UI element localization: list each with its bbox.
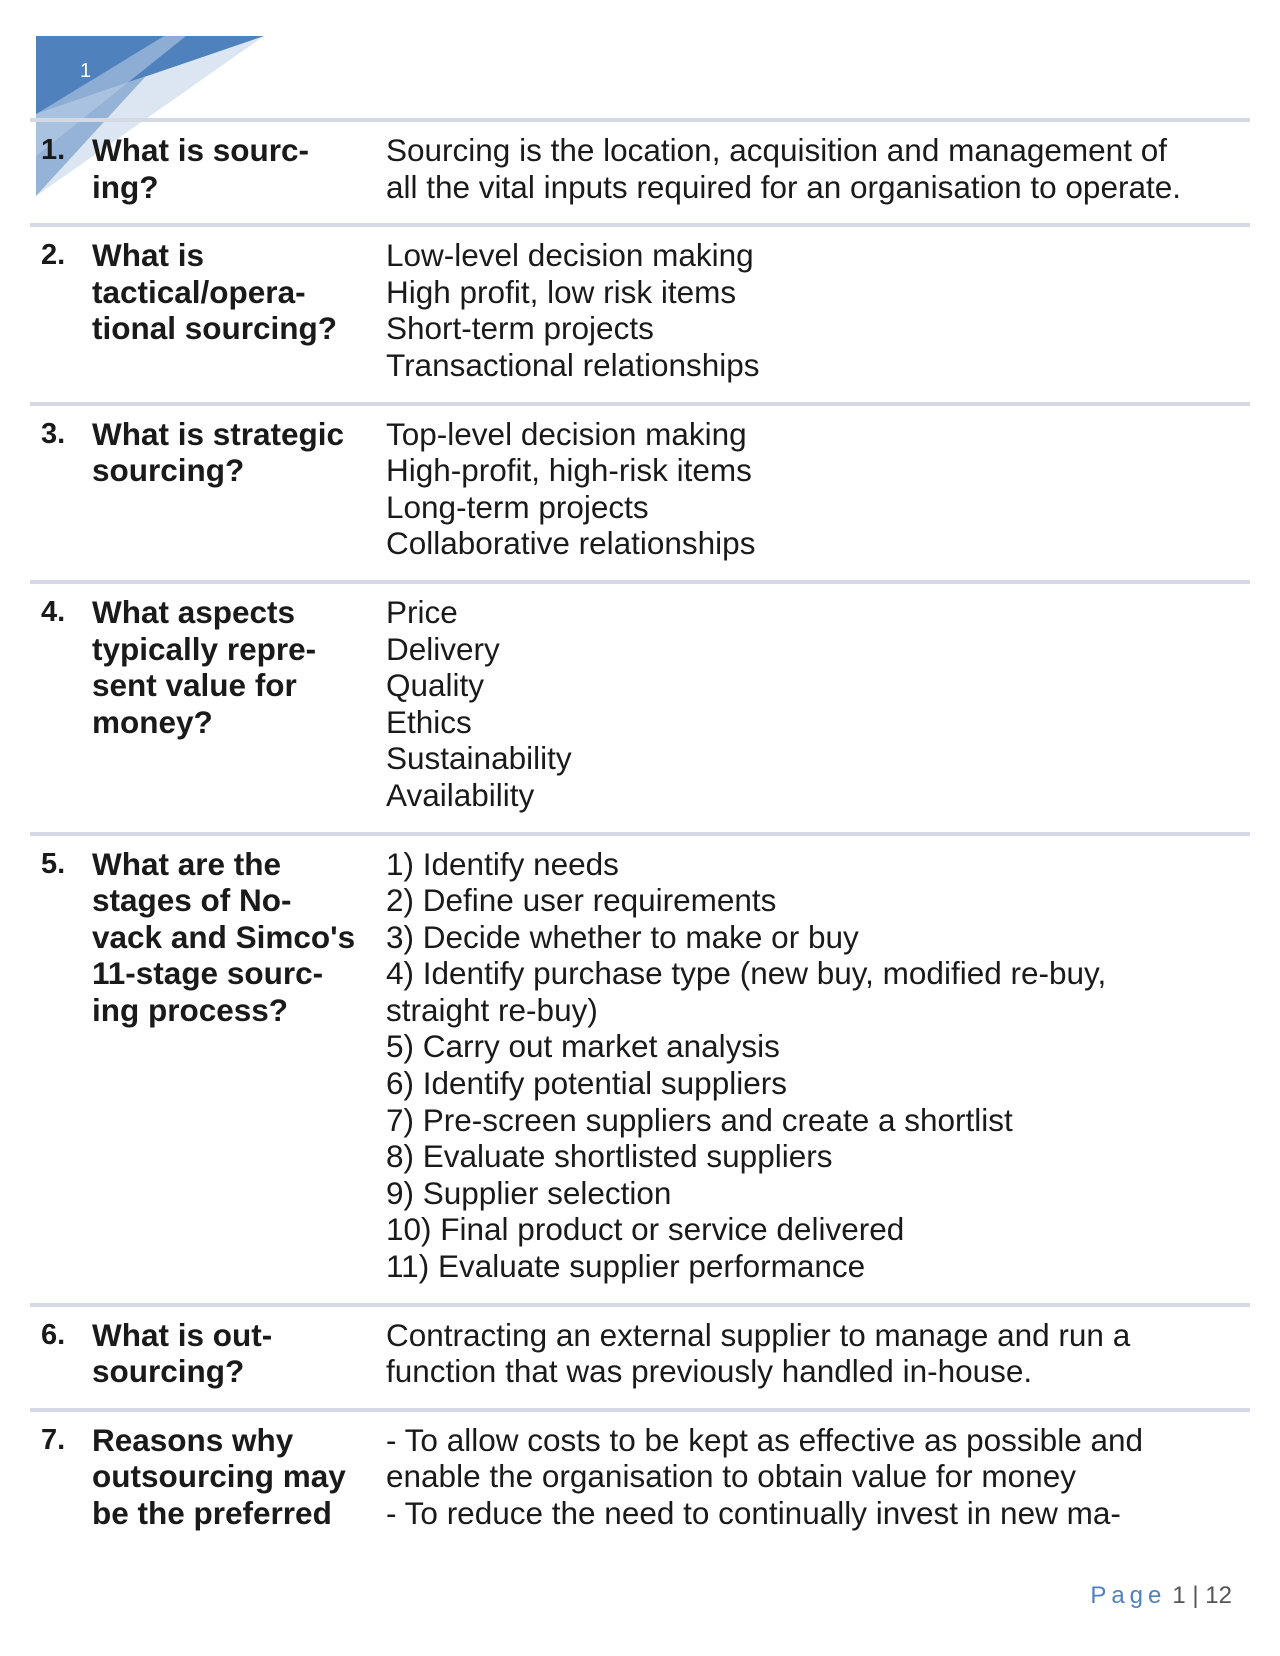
flashcard-5 bbox=[30, 832, 1250, 1303]
flashcard-3 bbox=[30, 402, 1250, 580]
flashcard-1 bbox=[30, 118, 1250, 223]
flashcard-4 bbox=[30, 580, 1250, 832]
card-answer: Price Delivery Quality Ethics Sustainability Availability bbox=[386, 593, 572, 813]
card-answer: Top-level decision making High-profit, high-risk items Long-term projects Collaborative relationships bbox=[386, 415, 756, 562]
card-answer: - To allow costs to be kept as effective as possible and enable the organisation to obtain value for money - To reduce the need to continually invest in new ma- bbox=[386, 1421, 1144, 1531]
card-question: Reasons why outsourcing may be the preferred bbox=[92, 1421, 346, 1531]
card-question: What is sourc- ing? bbox=[92, 132, 310, 205]
card-number: 3. bbox=[41, 417, 66, 450]
page-label: Page bbox=[1090, 1582, 1167, 1609]
card-answer: Sourcing is the location, acquisition and management of all the vital inputs required for an organisation to operate. bbox=[386, 132, 1181, 205]
card-number: 7. bbox=[41, 1423, 66, 1456]
card-number: 1. bbox=[41, 134, 66, 166]
page-footer bbox=[1090, 1582, 1232, 1610]
card-number: 4. bbox=[41, 595, 66, 628]
card-number: 5. bbox=[41, 847, 66, 880]
card-number: 2. bbox=[41, 239, 66, 272]
card-question: What are the stages of No- vack and Simco's 11-stage sourc- ing process? bbox=[92, 845, 356, 1028]
card-answer: 1) Identify needs 2) Define user requirements 3) Decide whether to make or buy 4) Identify purchase type (new buy, modified re-buy, straight re-buy) 5) Carry out market analysis 6) Identify potential suppliers 7) Pre-screen suppliers and create a shortlist 8) Evaluate shortlisted suppliers 9) Supplier selection 10) Final product or service delivered 11) Evaluate supplier performance bbox=[386, 845, 1107, 1285]
card-question: What is tactical/opera- tional sourcing? bbox=[92, 237, 338, 347]
card-number: 6. bbox=[41, 1318, 66, 1351]
page-badge: 1 bbox=[80, 60, 93, 82]
card-question: What aspects typically repre- sent value for money? bbox=[92, 593, 317, 740]
card-answer: Low-level decision making High profit, low risk items Short-term projects Transactional relationships bbox=[386, 237, 760, 383]
flashcard-list bbox=[30, 118, 1250, 1550]
card-question: What is out- sourcing? bbox=[92, 1316, 273, 1390]
flashcard-2 bbox=[30, 223, 1250, 401]
flashcard-6 bbox=[30, 1303, 1250, 1408]
card-answer: Contracting an external supplier to manage and run a function that was previously handled in-house. bbox=[386, 1316, 1131, 1390]
flashcard-7 bbox=[30, 1408, 1250, 1550]
page-number: 1 | 12 bbox=[1172, 1582, 1232, 1609]
card-question: What is strategic sourcing? bbox=[92, 415, 345, 489]
